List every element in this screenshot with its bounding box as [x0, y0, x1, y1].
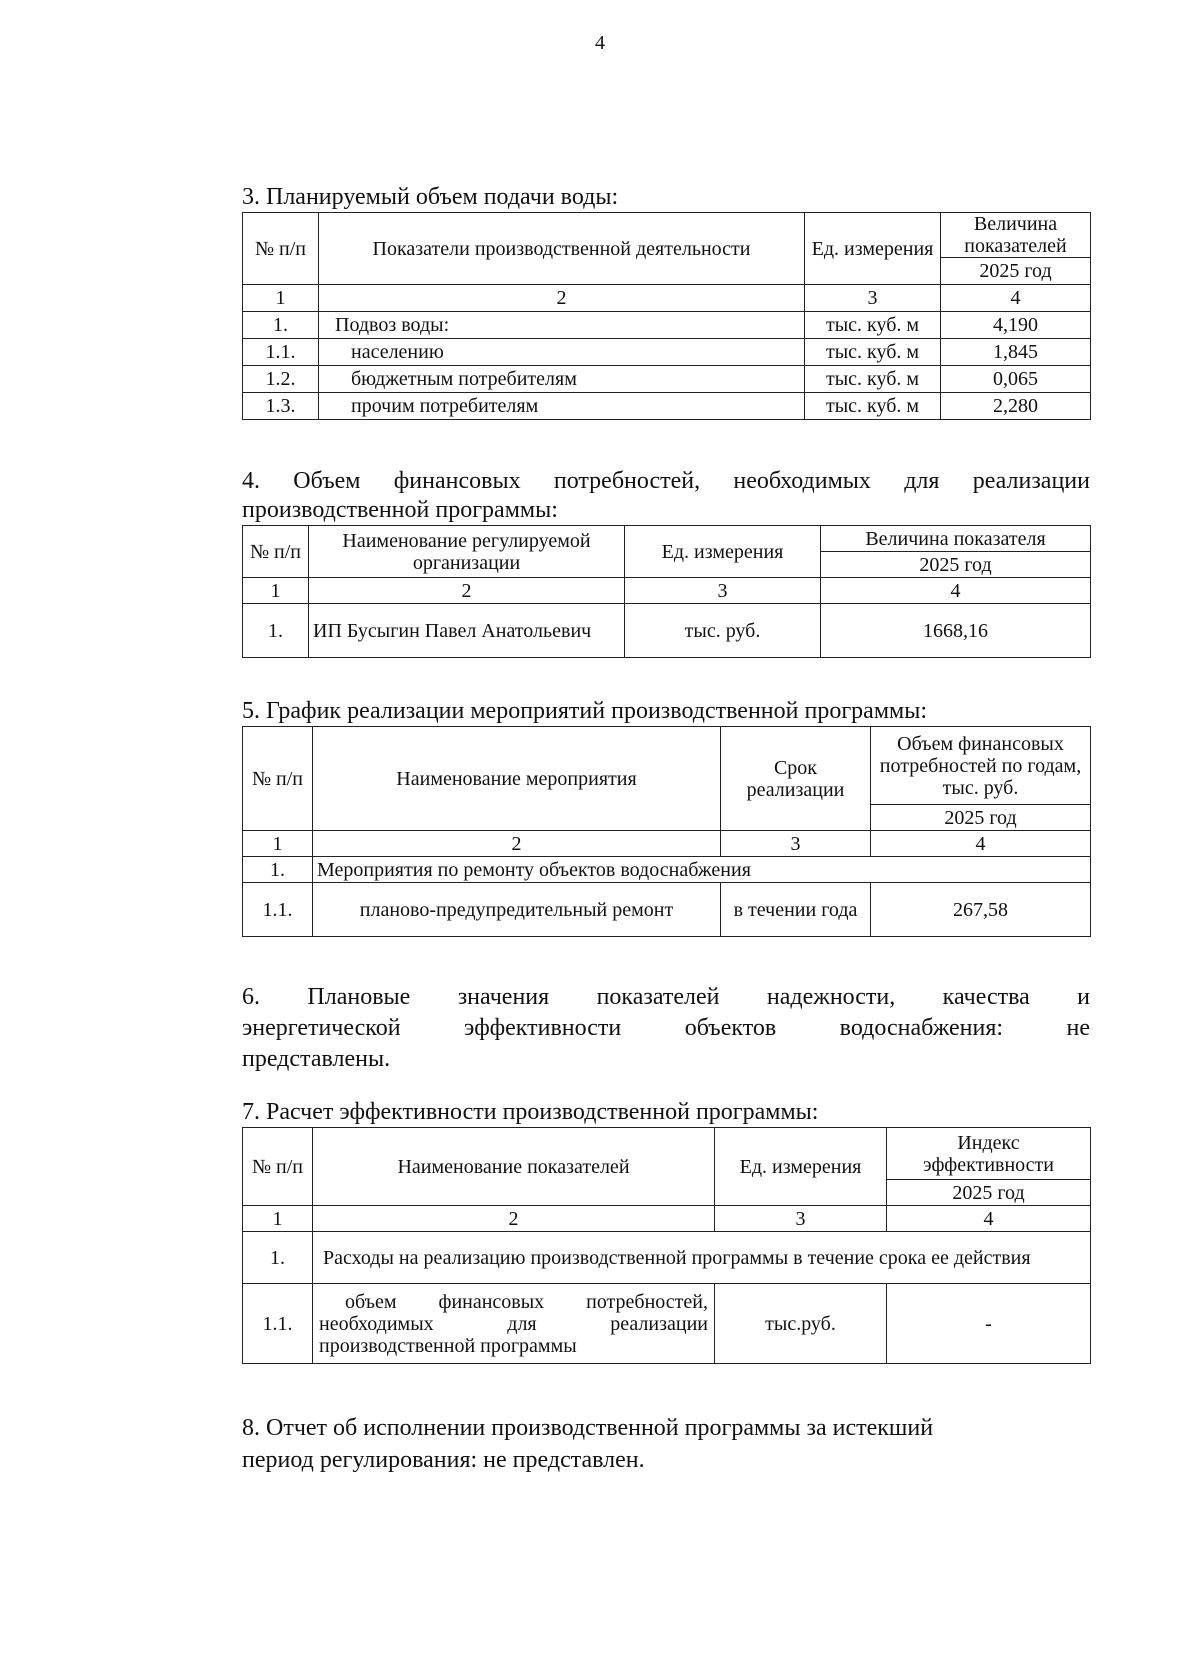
section-3-title: 3. Планируемый объем подачи воды:	[242, 184, 619, 210]
activity-term: в течении года	[721, 883, 871, 937]
section-4-title-line2: производственной программы:	[242, 497, 558, 523]
section-8-line1: 8. Отчет об исполнении производственной программы за истекший	[242, 1415, 934, 1441]
section-3	[242, 183, 1090, 420]
colnum: 2	[313, 831, 721, 857]
water-supply-table	[242, 212, 1091, 420]
group-row	[243, 1232, 1091, 1284]
financial-needs-table	[242, 525, 1091, 658]
section-7-title: 7. Расчет эффективности производственной программы:	[242, 1099, 819, 1125]
section-8	[242, 1412, 1090, 1476]
table-row	[243, 393, 1091, 420]
row-num: 1.	[243, 604, 309, 658]
section-5-title: 5. График реализации мероприятий производственной программы:	[242, 698, 927, 724]
head-name: Наименование показателей	[313, 1128, 715, 1206]
head-name: Наименование мероприятия	[313, 727, 721, 831]
row-unit: тыс. куб. м	[805, 312, 941, 339]
section-8-line2: период регулирования: не представлен.	[242, 1447, 645, 1473]
indicator-name-line3: производственной программы	[319, 1334, 577, 1357]
table-row	[243, 604, 1091, 658]
colnum: 4	[821, 578, 1091, 604]
row-num: 1.1.	[243, 339, 319, 366]
group-name: Мероприятия по ремонту объектов водоснабжения	[313, 857, 1091, 883]
head-name: Наименование регулируемой организации	[309, 526, 625, 578]
colnum: 3	[721, 831, 871, 857]
schedule-table	[242, 726, 1091, 937]
section-7	[242, 1098, 1090, 1364]
indicator-name-line2: необходимых для реализации	[319, 1312, 708, 1335]
column-numbers-row	[243, 578, 1091, 604]
table-row	[243, 312, 1091, 339]
indicator-name-line1: объем финансовых потребностей,	[345, 1290, 708, 1313]
colnum: 3	[805, 285, 941, 312]
section-5	[242, 697, 1090, 937]
row-num: 1.1.	[243, 883, 313, 937]
head-year: 2025 год	[887, 1180, 1091, 1206]
row-name: бюджетным потребителям	[319, 366, 805, 393]
colnum: 2	[309, 578, 625, 604]
head-unit: Ед. измерения	[625, 526, 821, 578]
row-unit: тыс. куб. м	[805, 366, 941, 393]
row-unit: тыс. куб. м	[805, 339, 941, 366]
head-unit: Ед. измерения	[805, 213, 941, 285]
column-numbers-row	[243, 831, 1091, 857]
row-value: 267,58	[871, 883, 1091, 937]
row-value: -	[887, 1284, 1091, 1364]
row-name: прочим потребителям	[319, 393, 805, 420]
column-numbers-row	[243, 1206, 1091, 1232]
row-name: населению	[319, 339, 805, 366]
section-6	[242, 982, 1090, 1075]
indicator-name	[313, 1284, 715, 1364]
colnum: 2	[319, 285, 805, 312]
head-num: № п/п	[243, 1128, 313, 1206]
row-unit: тыс.руб.	[715, 1284, 887, 1364]
row-unit: тыс. куб. м	[805, 393, 941, 420]
section-4	[242, 467, 1090, 658]
head-year: 2025 год	[871, 805, 1091, 831]
organization-name: ИП Бусыгин Павел Анатольевич	[309, 604, 625, 658]
row-num: 1.	[243, 312, 319, 339]
table-row	[243, 339, 1091, 366]
row-value: 1,845	[941, 339, 1091, 366]
section-6-line2: энергетической эффективности объектов водоснабжения: не	[242, 1015, 1090, 1041]
colnum: 3	[625, 578, 821, 604]
table-row	[243, 366, 1091, 393]
row-value: 0,065	[941, 366, 1091, 393]
colnum: 4	[941, 285, 1091, 312]
group-row	[243, 857, 1091, 883]
efficiency-table	[242, 1127, 1091, 1364]
row-num: 1.	[243, 1232, 313, 1284]
head-term: Срок реализации	[721, 727, 871, 831]
section-6-line3: представлены.	[242, 1046, 391, 1072]
row-name: Подвоз воды:	[319, 312, 805, 339]
row-num: 1.3.	[243, 393, 319, 420]
head-unit: Ед. измерения	[715, 1128, 887, 1206]
row-unit: тыс. руб.	[625, 604, 821, 658]
section-4-title-line1: 4. Объем финансовых потребностей, необходимых для реализации	[242, 468, 1090, 494]
row-value: 2,280	[941, 393, 1091, 420]
head-year: 2025 год	[941, 258, 1091, 285]
row-num: 1.2.	[243, 366, 319, 393]
colnum: 1	[243, 285, 319, 312]
head-num: № п/п	[243, 727, 313, 831]
section-6-line1: 6. Плановые значения показателей надежности, качества и	[242, 984, 1090, 1010]
head-value: Величина показателей	[941, 213, 1091, 258]
head-name: Показатели производственной деятельности	[319, 213, 805, 285]
head-value: Объем финансовых потребностей по годам, тыс. руб.	[871, 727, 1091, 805]
head-value: Индекс эффективности	[887, 1128, 1091, 1180]
colnum: 4	[887, 1206, 1091, 1232]
column-numbers-row	[243, 285, 1091, 312]
colnum: 3	[715, 1206, 887, 1232]
head-value: Величина показателя	[821, 526, 1091, 552]
activity-name: планово-предупредительный ремонт	[313, 883, 721, 937]
row-value: 4,190	[941, 312, 1091, 339]
colnum: 1	[243, 1206, 313, 1232]
colnum: 2	[313, 1206, 715, 1232]
colnum: 1	[243, 578, 309, 604]
row-num: 1.1.	[243, 1284, 313, 1364]
colnum: 4	[871, 831, 1091, 857]
table-row	[243, 1284, 1091, 1364]
table-row	[243, 883, 1091, 937]
colnum: 1	[243, 831, 313, 857]
head-num: № п/п	[243, 526, 309, 578]
group-name: Расходы на реализацию производственной программы в течение срока ее действия	[313, 1232, 1091, 1284]
head-num: № п/п	[243, 213, 319, 285]
row-value: 1668,16	[821, 604, 1091, 658]
head-year: 2025 год	[821, 552, 1091, 578]
page-number: 4	[595, 32, 605, 54]
row-num: 1.	[243, 857, 313, 883]
